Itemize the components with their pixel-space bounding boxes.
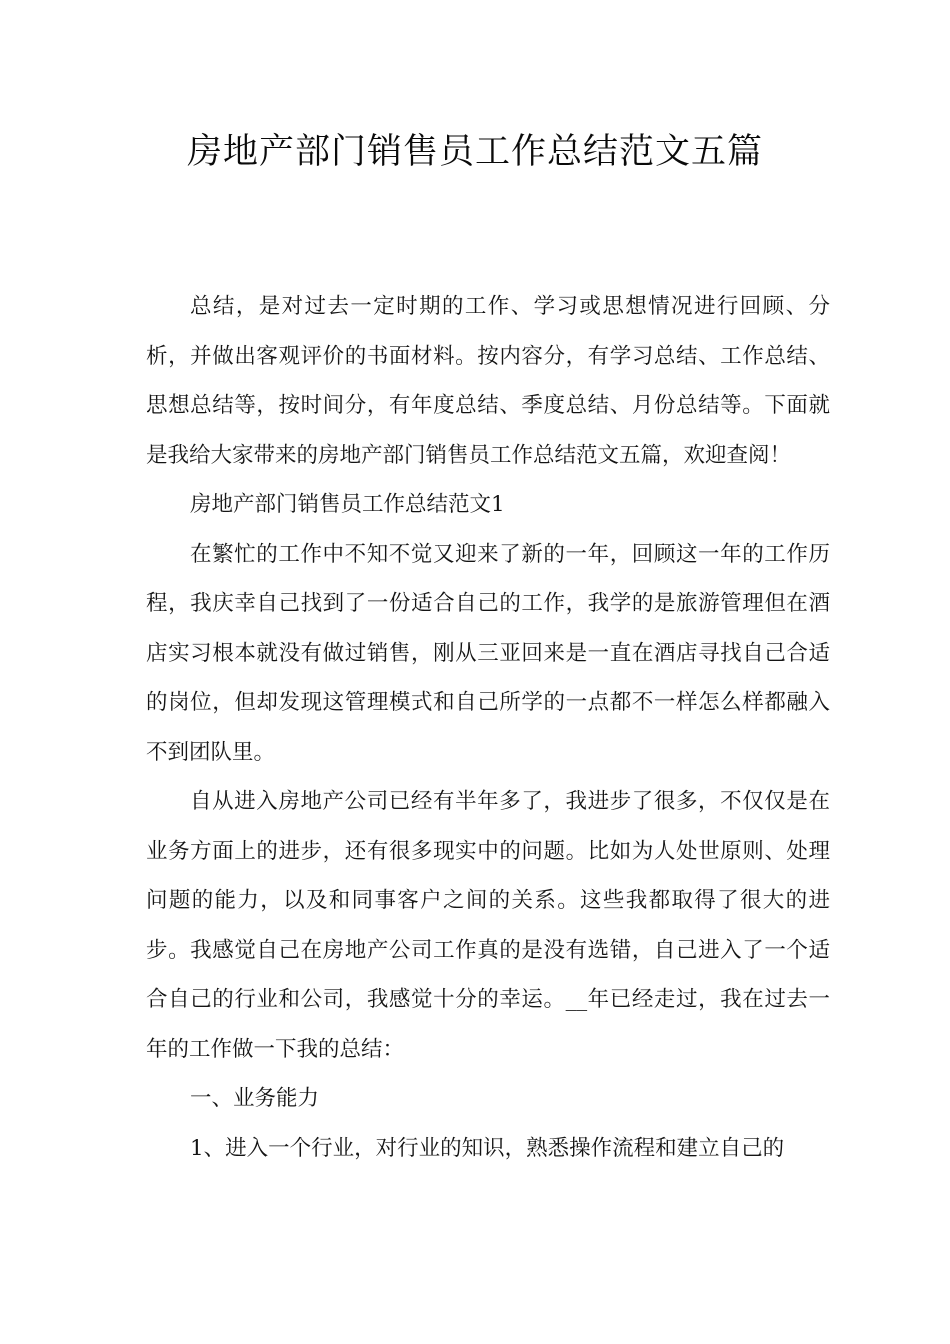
document-title: 房地产部门销售员工作总结范文五篇 [186,132,763,172]
document-body [146,282,830,1173]
intro-paragraph: 总结，是对过去一定时期的工作、学习或思想情况进行回顾、分析，并做出客观评价的书面材料。按内容分，有学习总结、工作总结、思想总结等，按时间分，有年度总结、季度总结、月份总结等。下面就是我给大家带来的房地产部门销售员工作总结范文五篇，欢迎查阅！ [146,294,830,468]
body-paragraph: 1、进入一个行业，对行业的知识，熟悉操作流程和建立自己的 [190,1135,785,1161]
section-heading-sample-1: 房地产部门销售员工作总结范文1 [190,492,505,517]
body-paragraph: 自从进入房地产公司已经有半年多了，我进步了很多，不仅仅是在业务方面上的进步，还有很多现实中的问题。比如为人处世原则、处理问题的能力，以及和同事客户之间的关系。这些我都取得了很大的进步。我感觉自己在房地产公司工作真的是没有选错，自己进入了一个适合自己的行业和公司，我感觉十分的幸运。__年已经走过，我在过去一年的工作做一下我的总结： [146,789,830,1062]
body-paragraph: 在繁忙的工作中不知不觉又迎来了新的一年，回顾这一年的工作历程，我庆幸自己找到了一份适合自己的工作，我学的是旅游管理但在酒店实习根本就没有做过销售，刚从三亚回来是一直在酒店寻找自己合适的岗位，但却发现这管理模式和自己所学的一点都不一样怎么样都融入不到团队里。 [146,541,830,765]
subsection-heading-business-ability: 一、业务能力 [190,1086,320,1111]
